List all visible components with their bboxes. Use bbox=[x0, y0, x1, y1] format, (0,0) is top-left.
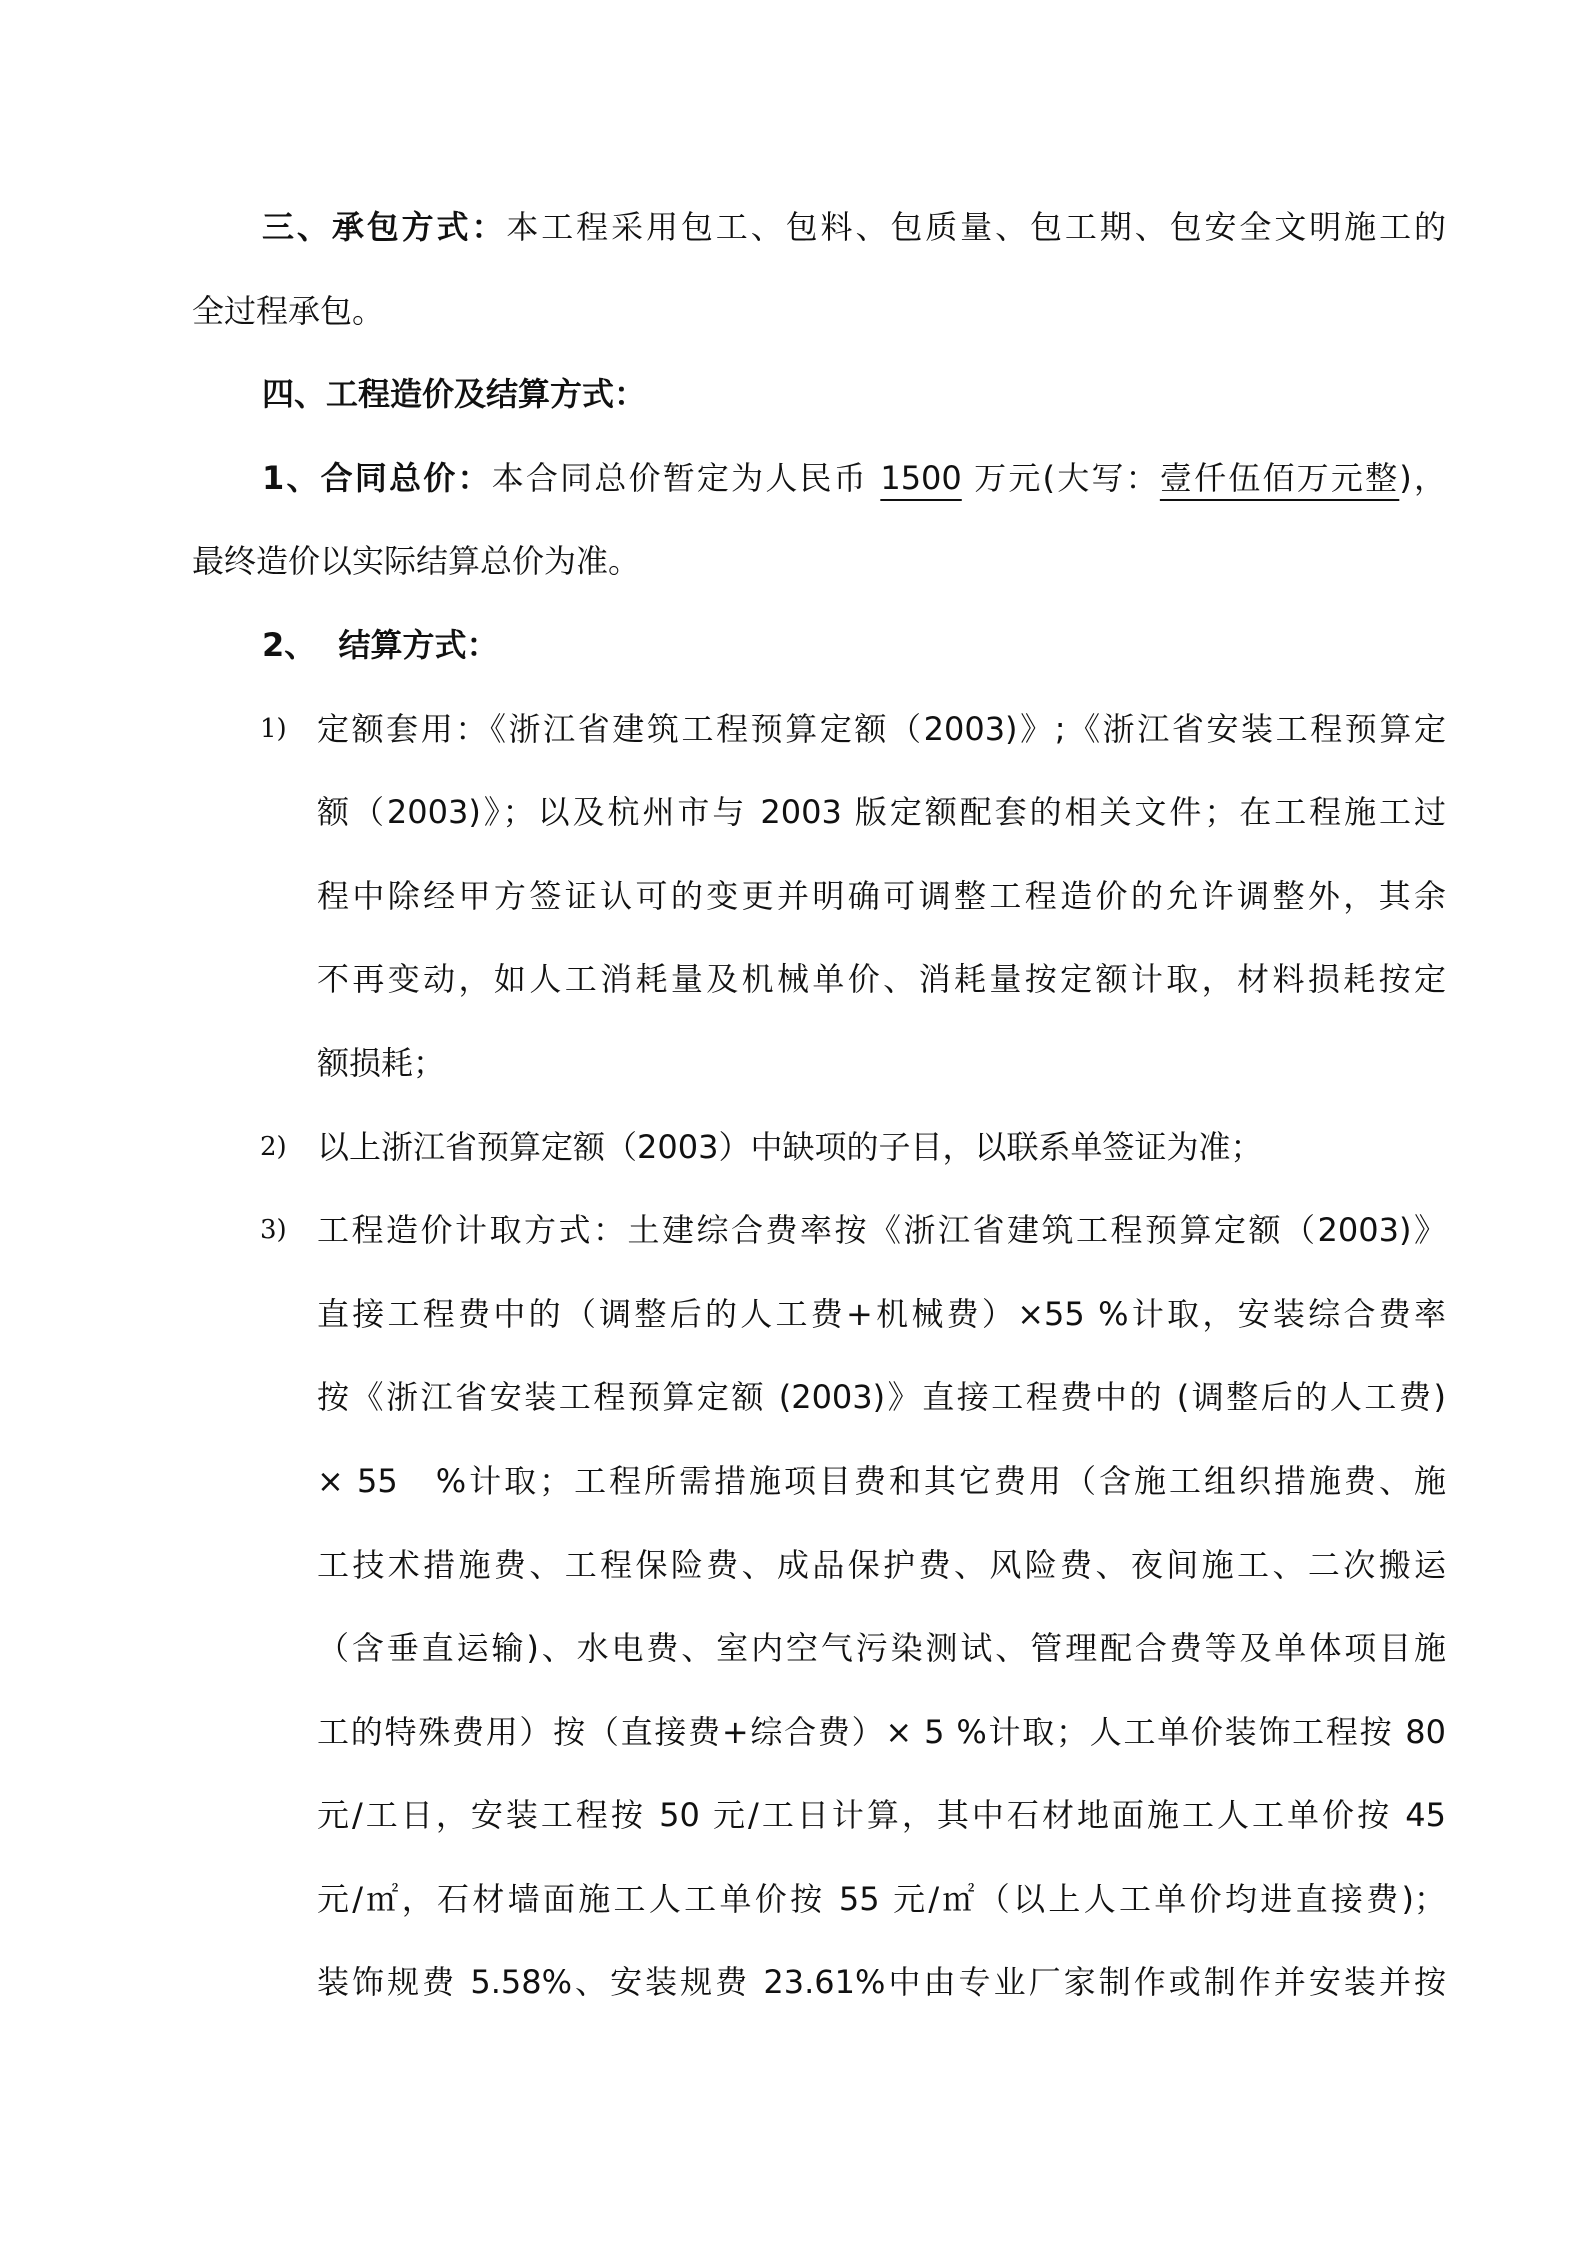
list-marker: 1) bbox=[260, 713, 287, 744]
item1-line2: 最终造价以实际结算总价为准。 bbox=[192, 542, 641, 581]
item2-heading: 2、 结算方式： bbox=[262, 625, 499, 664]
contract-amount-words: 壹仟伍佰万元整 bbox=[1159, 458, 1400, 497]
item1-heading: 1、合同总价： bbox=[262, 458, 492, 497]
document-page bbox=[192, 186, 1446, 2025]
item1-line1: 1、合同总价：本合同总价暂定为人民币 1500 万元(大写：壹仟伍佰万元整)， bbox=[262, 458, 1446, 497]
list-item-3: 3) 工程造价计取方式：土建综合费率按《浙江省建筑工程预算定额（2003)》 直接工程费中的（调整后的人工费+机械费）×55 %计取，安装综合费率 按《浙江省安装工程预算定额 (2003)》直接工程费中的 (调整后的人工费) × 55 %计取；工程所需措施项目费和其它费用（含施工组织措施费、施 工技术措施费、工程保险费、成品保护费、风险费、夜间施工、二次搬运 （含垂直运输)、水电费、室内空气污染测试、管理配合费等及单体项目施 工的特殊费用）按（直接费+综合费）× 5 %计取；人工单价装饰工程按 80 元/工日，安装工程按 50 元/工日计算，其中石材地面施工人工单价按 45 元/㎡，石材墙面施工人工单价按 55 元/㎡（以上人工单价均进直接费)； 装饰规费 5.58%、安装规费 23.61%中由专业厂家制作或制作并安装并按 bbox=[192, 1189, 1446, 2025]
section3-line2: 全过程承包。 bbox=[192, 291, 385, 330]
section3-line1: 三、承包方式：本工程采用包工、包料、包质量、包工期、包安全文明施工的 bbox=[262, 208, 1446, 246]
list-marker: 3) bbox=[260, 1215, 287, 1246]
list-item-2: 2) 以上浙江省预算定额（2003）中缺项的子目，以联系单签证为准； bbox=[192, 1106, 1446, 1190]
contract-amount: 1500 bbox=[880, 458, 962, 497]
list-item-1: 1) 定额套用：《浙江省建筑工程预算定额（2003)》;《浙江省安装工程预算定 额（2003)》；以及杭州市与 2003 版定额配套的相关文件；在工程施工过 程中除经甲方签证认可的变更并明确可调整工程造价的允许调整外，其余 不再变动，如人工消耗量及机械单价、消耗量按定额计取，材料损耗按定 额损耗； bbox=[192, 688, 1446, 1106]
list-marker: 2) bbox=[260, 1131, 287, 1162]
section3-heading: 三、承包方式： bbox=[262, 208, 507, 246]
section4-heading: 四、工程造价及结算方式： bbox=[262, 375, 647, 414]
